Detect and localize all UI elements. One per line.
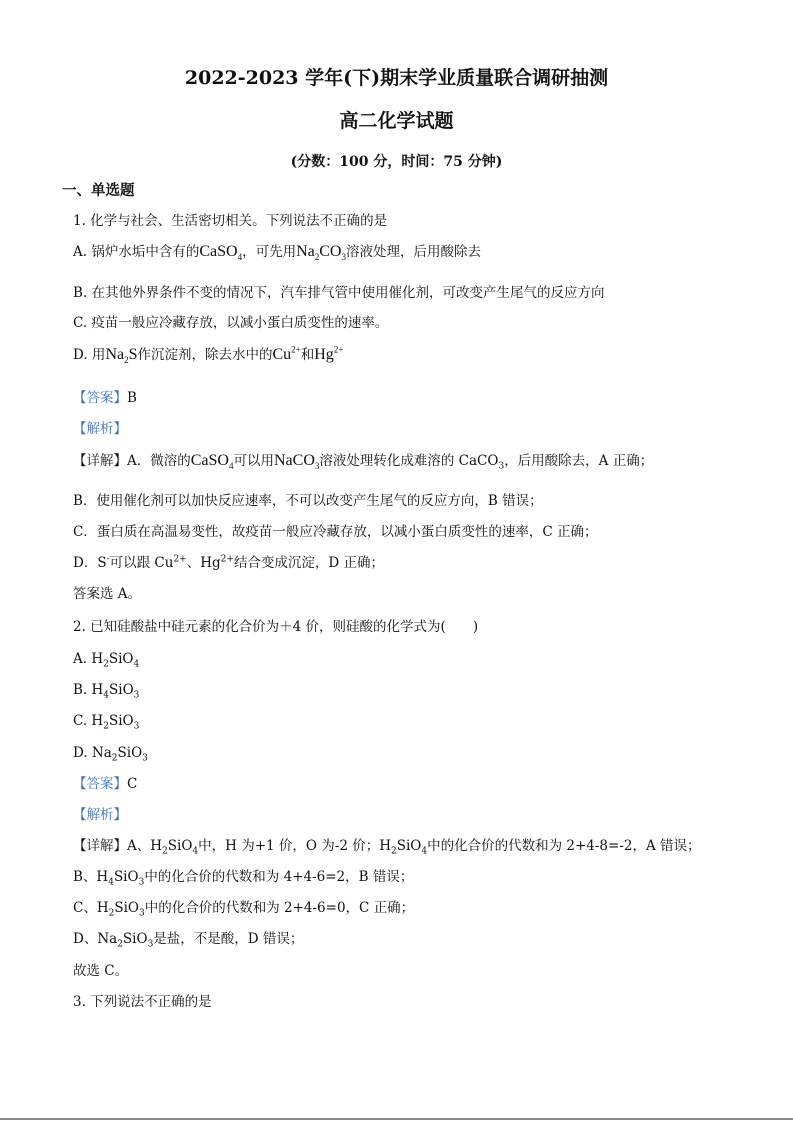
text-segment: 溶液处理转化成难溶的 CaCO: [319, 453, 499, 469]
text-segment: C、H: [73, 900, 109, 916]
text-segment: 中的化合价的代数和为 2+4-6=0，C 正确；: [144, 900, 415, 916]
answer-value: C: [127, 776, 138, 792]
question-2-answer: [73, 775, 137, 793]
text-segment: C. H: [73, 713, 104, 729]
answer-tag: 【答案】: [73, 390, 127, 406]
question-1-detail-d: [73, 554, 384, 572]
text-segment: 溶液处理，后用酸除去: [345, 244, 481, 260]
formula-text: NaCO: [273, 452, 315, 469]
question-3-stem: 3. 下列说法不正确的是: [73, 994, 212, 1010]
formula-text: S: [128, 346, 138, 363]
subscript: 3: [314, 461, 320, 472]
subscript: 2: [314, 252, 320, 263]
text-segment: SiO: [122, 931, 148, 947]
superscript: 2+: [333, 344, 344, 355]
subscript: 3: [147, 939, 154, 950]
formula-text: Cu: [272, 346, 292, 363]
subscript: 3: [341, 252, 346, 263]
question-2-option-b: [73, 681, 139, 699]
question-2-detail-b: [73, 868, 413, 886]
question-1-option-d: [73, 346, 343, 364]
text-segment: A. 锅炉水垢中含有的: [73, 244, 200, 260]
superscript: 2+: [173, 554, 187, 565]
answer-tag: 【答案】: [73, 776, 127, 792]
text-segment: B. H: [73, 682, 104, 698]
question-1-detail-a: [73, 452, 653, 470]
text-segment: SiO: [113, 869, 139, 885]
text-segment: D. Na: [73, 745, 112, 761]
subscript: 2: [111, 753, 118, 764]
subscript: 4: [133, 659, 140, 670]
subscript: 4: [103, 690, 110, 701]
question-1-analysis-tag: 【解析】: [73, 421, 127, 437]
formula-text: Na: [296, 243, 315, 260]
formula-text: Na: [105, 346, 125, 363]
subscript: 4: [228, 461, 234, 472]
subscript: 3: [138, 908, 145, 919]
detail-tag: 【详解】: [73, 838, 127, 854]
section-heading: 一、单选题: [62, 182, 135, 199]
question-1-detail-b: B．使用催化剂可以加快反应速率，不可以改变产生尾气的反应方向，B 错误；: [73, 493, 543, 509]
question-1-detail-c: C．蛋白质在高温易变性，故疫苗一般应冷藏存放，以减小蛋白质变性的速率，C 正确；: [73, 524, 598, 540]
text-segment: A、H: [127, 838, 163, 854]
question-2-option-d: [73, 744, 148, 762]
subscript: 2: [390, 846, 397, 857]
detail-tag: 【详解】: [73, 453, 127, 469]
text-segment: 作沉淀剂，除去水中的: [137, 347, 273, 363]
question-2-detail-a: [73, 837, 701, 855]
text-segment: ，可先用: [242, 244, 297, 260]
exam-subject: 高二化学试题: [339, 110, 454, 132]
text-segment: 、Hg: [186, 555, 221, 571]
subscript: 3: [133, 721, 140, 732]
subscript: 2: [117, 939, 123, 950]
subscript: 3: [133, 690, 140, 701]
subscript: 4: [108, 877, 114, 888]
text-segment: SiO: [109, 682, 134, 698]
question-2-detail-c: [73, 899, 414, 917]
question-1-option-c: C. 疫苗一般应冷藏存放，以减小蛋白质变性的速率。: [73, 315, 389, 331]
superscript: -: [106, 554, 110, 565]
question-2-stem: 2. 已知硅酸盐中硅元素的化合价为＋4 价，则硅酸的化学式为( ): [73, 619, 479, 635]
text-segment: SiO: [396, 838, 422, 854]
text-segment: SiO: [108, 651, 134, 667]
text-segment: SiO: [108, 713, 134, 729]
text-segment: SiO: [167, 838, 193, 854]
subscript: 2: [162, 846, 168, 857]
text-segment: B、H: [73, 869, 109, 885]
question-1-answer: [73, 389, 137, 407]
question-2-option-a: [73, 650, 139, 668]
question-2-detail-d: [73, 930, 303, 948]
formula: [296, 243, 346, 263]
subscript: 3: [498, 461, 505, 472]
exam-meta: (分数：100 分，时间：75 分钟): [290, 154, 503, 170]
formula-text: CO: [319, 243, 342, 260]
text-segment: 中，H 为+1 价，O 为-2 价；H: [198, 838, 391, 854]
formula: [199, 243, 243, 263]
subscript: 2: [103, 721, 109, 732]
formula: [190, 452, 234, 472]
text-segment: D、Na: [73, 931, 118, 947]
text-segment: 中的化合价的代数和为 4+4-6=2，B 错误；: [144, 869, 414, 885]
question-2-conclusion: 故选 C。: [73, 963, 129, 979]
question-2-analysis-tag: 【解析】: [73, 807, 127, 823]
subscript: 2: [124, 355, 129, 366]
question-1-conclusion: 答案选 A。: [73, 586, 142, 602]
subscript: 4: [421, 846, 428, 857]
formula-text: Hg: [314, 346, 334, 363]
formula: [314, 346, 343, 363]
subscript: 3: [142, 753, 148, 764]
text-segment: D．S: [73, 555, 107, 571]
formula: [273, 452, 320, 472]
question-1-option-a: [73, 243, 481, 261]
exam-title: 2022-2023 学年(下)期末学业质量联合调研抽测: [184, 67, 609, 89]
formula-text: CaSO: [199, 243, 238, 260]
answer-value: B: [127, 390, 137, 406]
text-segment: D. 用: [73, 347, 106, 363]
page-bottom-rule: [0, 1118, 793, 1120]
text-segment: 中的化合价的代数和为 2+4-8=-2，A 错误；: [427, 838, 701, 854]
text-segment: ，后用酸除去，A 正确；: [504, 453, 654, 469]
text-segment: A. H: [73, 651, 104, 667]
text-segment: 是盐，不是酸，D 错误；: [153, 931, 304, 947]
text-segment: 和: [300, 347, 315, 363]
text-segment: 结合变成沉淀，D 正确；: [233, 555, 385, 571]
question-1-stem: 1. 化学与社会、生活密切相关。下列说法不正确的是: [73, 213, 388, 229]
subscript: 3: [138, 877, 145, 888]
superscript: 2+: [220, 554, 234, 565]
subscript: 4: [192, 846, 199, 857]
subscript: 4: [237, 252, 243, 263]
text-segment: 可以用: [233, 453, 274, 469]
formula-text: CaSO: [190, 452, 229, 469]
question-1-option-b: B. 在其他外界条件不变的情况下，汽车排气管中使用催化剂，可改变产生尾气的反应方向: [73, 285, 605, 301]
text-segment: SiO: [117, 745, 143, 761]
text-segment: A．微溶的: [127, 453, 191, 469]
superscript: 2+: [291, 344, 301, 355]
text-segment: SiO: [114, 900, 139, 916]
subscript: 2: [108, 908, 115, 919]
formula: [105, 346, 138, 366]
question-2-option-c: [73, 712, 139, 730]
text-segment: 可以跟 Cu: [109, 555, 174, 571]
subscript: 2: [103, 659, 109, 670]
formula: [273, 346, 301, 363]
